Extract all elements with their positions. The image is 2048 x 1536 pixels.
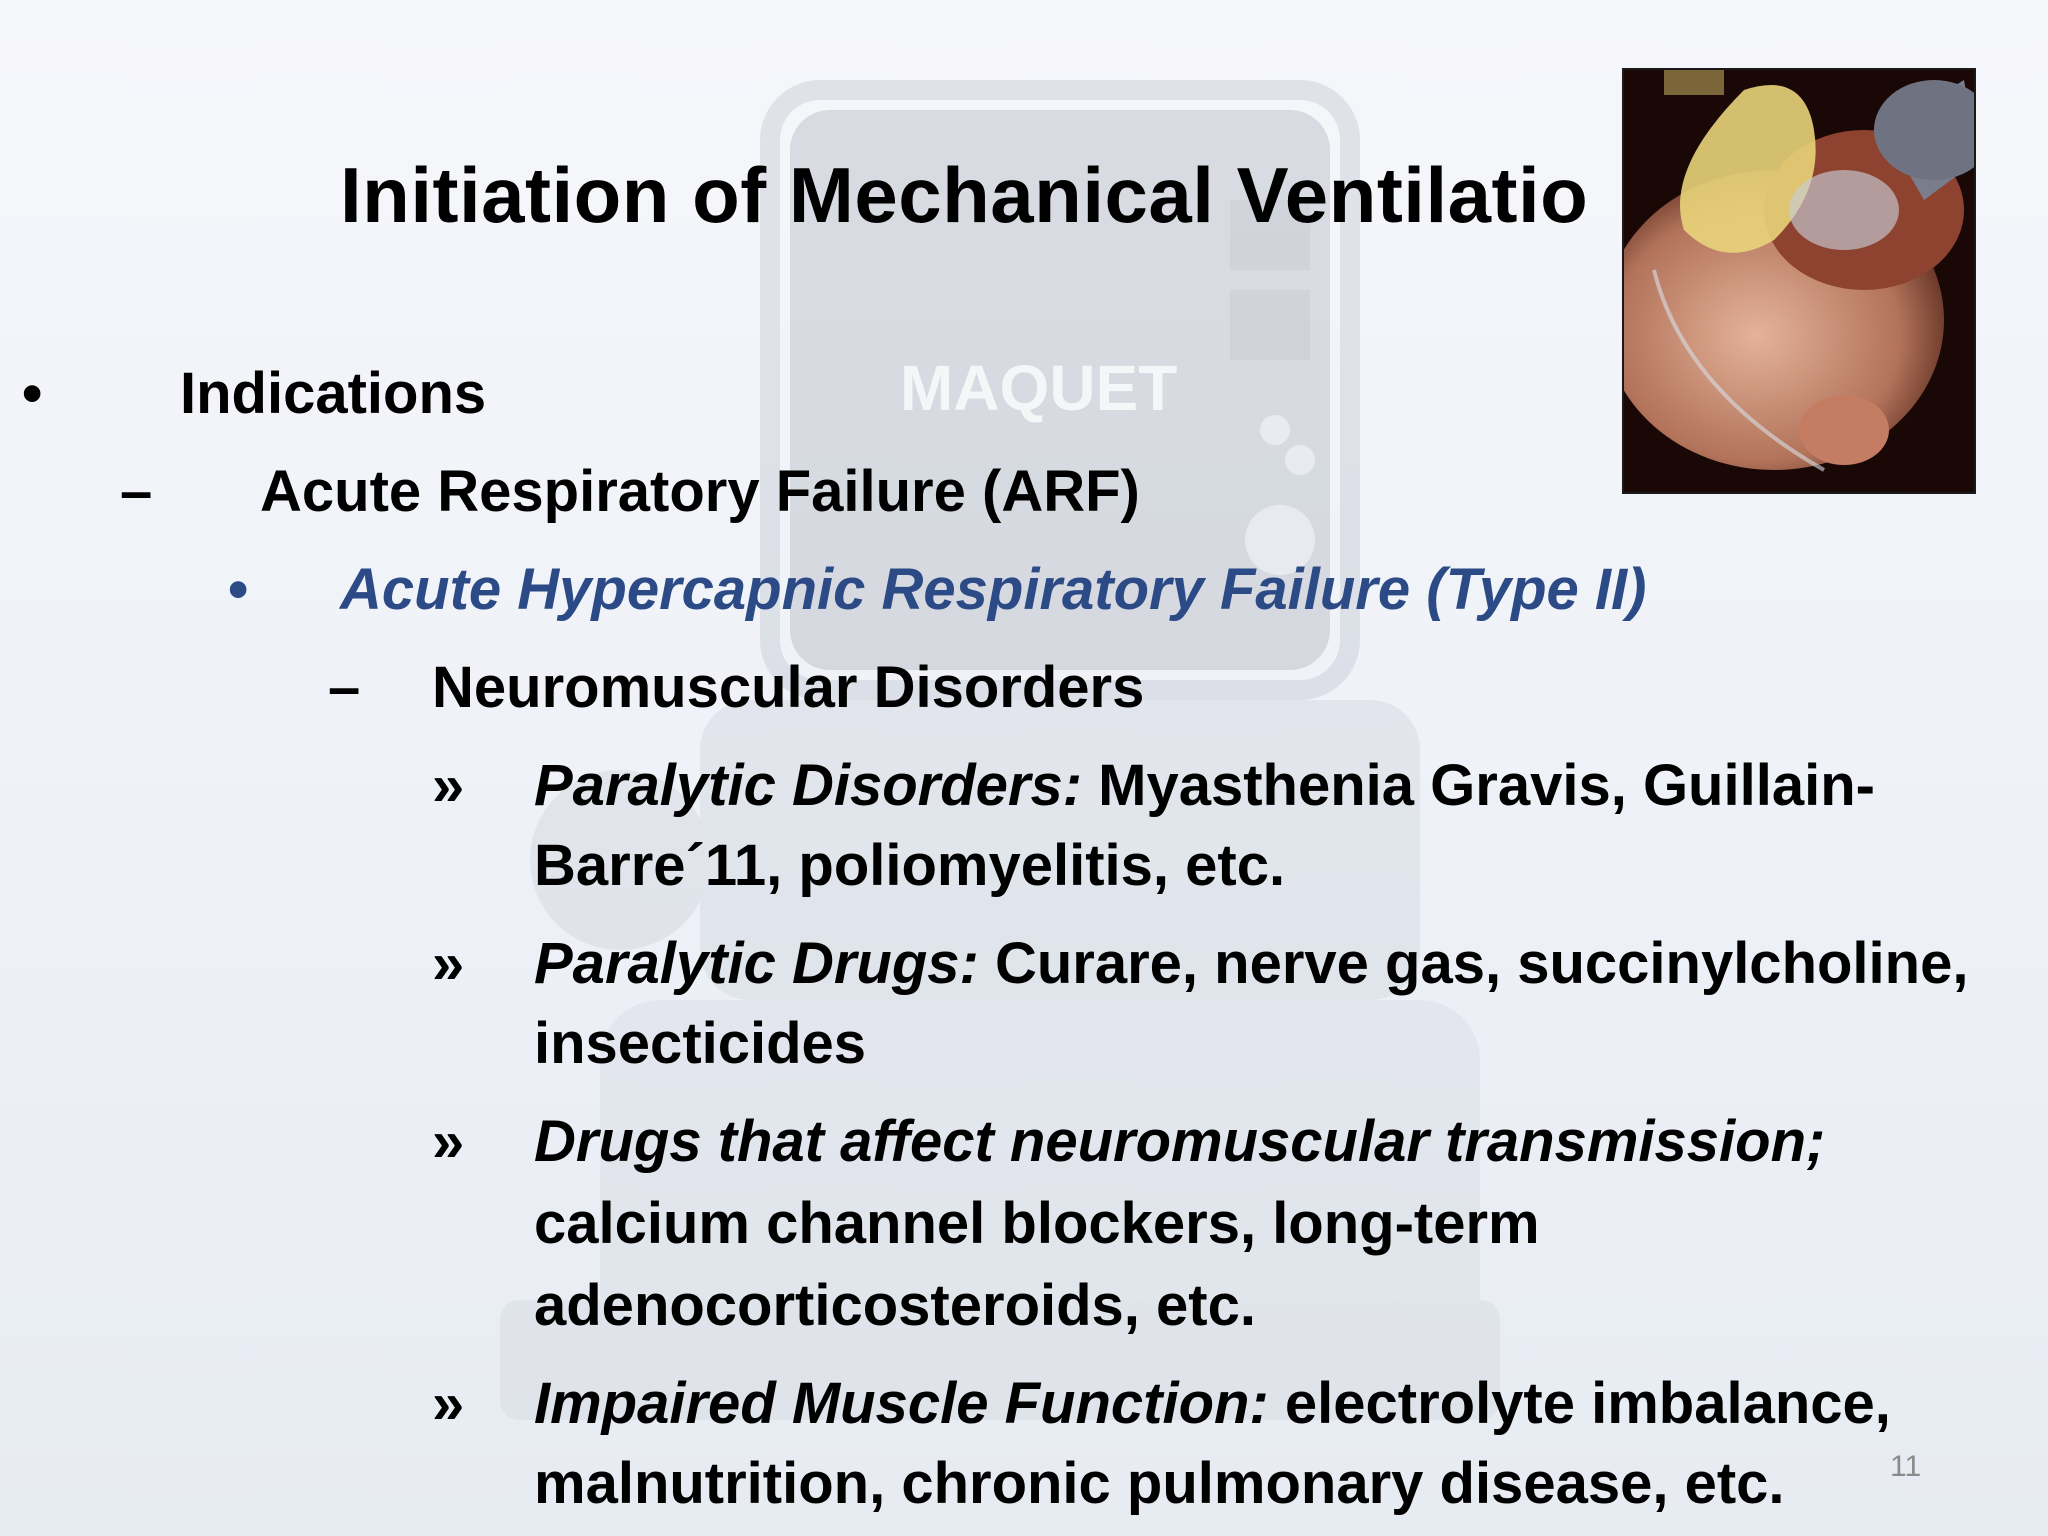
chevron-marker: » [432, 753, 465, 818]
item-text-continued: malnutrition, chronic pulmonary disease, etc. [534, 1451, 1785, 1516]
chevron-marker: » [432, 1109, 465, 1174]
bullet-hypercapnic: Acute Hypercapnic Respiratory Failure (Type II) [340, 557, 1647, 622]
item-text-continued: adenocorticosteroids, etc. [534, 1273, 1256, 1338]
dash-marker: – [120, 459, 153, 524]
item-text-continued: calcium channel blockers, long-term [534, 1191, 1540, 1256]
item-label: Paralytic Drugs: [534, 931, 979, 996]
chevron-marker: » [432, 1371, 465, 1436]
item-label: Paralytic Disorders: [534, 753, 1083, 818]
item-impaired-muscle [534, 1370, 1891, 1437]
item-paralytic-drugs [534, 930, 1968, 997]
item-drugs-transmission: Drugs that affect neuromuscular transmission; [534, 1109, 1826, 1174]
bullet-marker-blue: • [228, 557, 249, 622]
item-label: Impaired Muscle Function: [534, 1371, 1269, 1436]
dash-marker: – [328, 655, 361, 720]
item-paralytic-disorders [534, 752, 1875, 819]
bullet-arf: Acute Respiratory Failure (ARF) [260, 459, 1140, 524]
patient-face-icon [1624, 70, 1976, 494]
bullet-neuromuscular: Neuromuscular Disorders [432, 655, 1145, 720]
item-text: Myasthenia Gravis, Guillain- [1082, 753, 1875, 818]
background-brand-text: MAQUET [900, 352, 1178, 424]
patient-ventilation-photo [1622, 68, 1976, 494]
item-text: electrolyte imbalance, [1268, 1371, 1891, 1436]
slide-title: Initiation of Mechanical Ventilatio [340, 151, 1589, 239]
bullet-marker: • [22, 361, 43, 426]
page-number: 11 [1890, 1450, 1922, 1483]
item-text-continued: Barre´11, poliomyelitis, etc. [534, 833, 1286, 898]
chevron-marker: » [432, 931, 465, 996]
item-text-continued: insecticides [534, 1011, 867, 1076]
item-text: Curare, nerve gas, succinylcholine, [978, 931, 1969, 996]
bullet-indications: Indications [180, 361, 487, 426]
